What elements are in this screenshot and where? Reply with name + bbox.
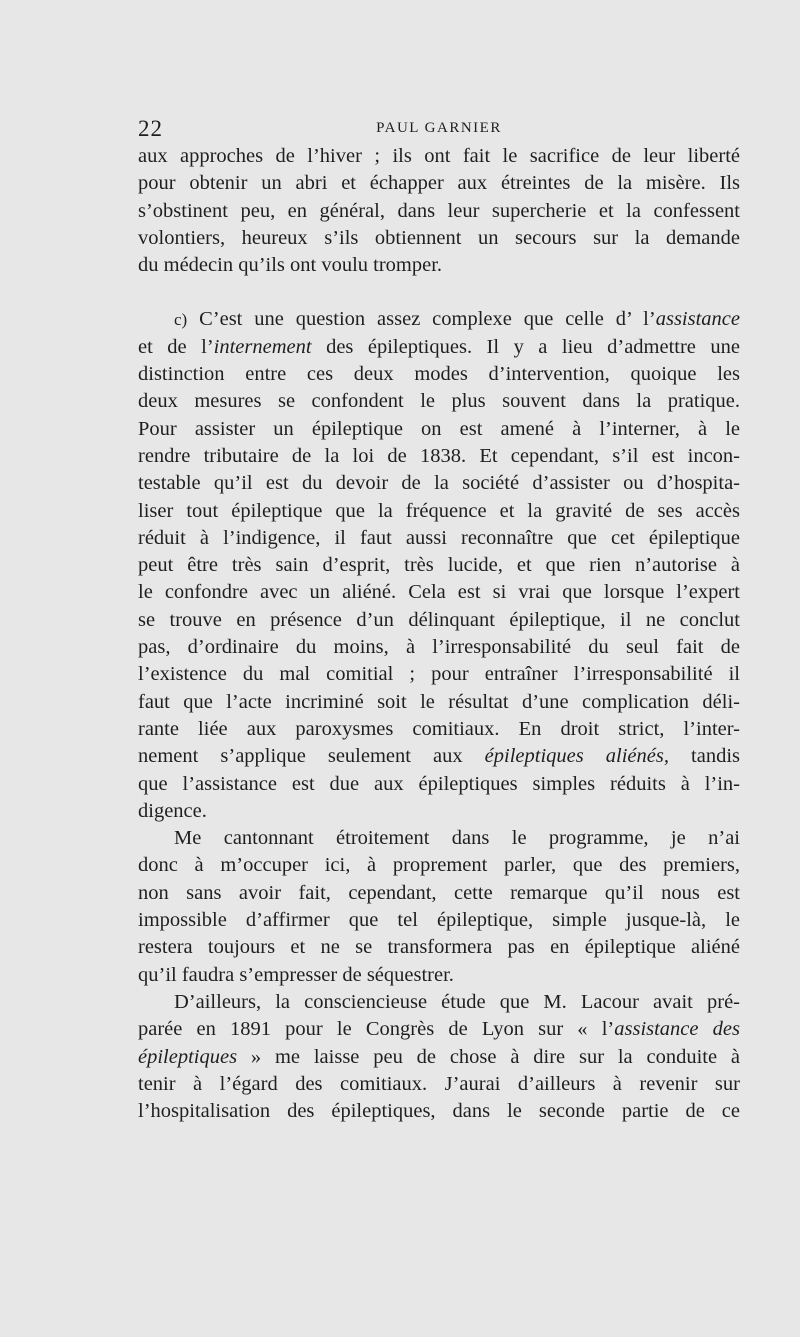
text-line: Me cantonnant étroitement dans le programme, je n’ai [174, 827, 740, 850]
text-line: nement s’applique seulement aux épileptiques aliénés, tandis [138, 745, 741, 768]
text-line: restera toujours et ne se transformera pas en épileptique aliéné [138, 936, 740, 959]
text-line: deux mesures se confondent le plus souvent dans la pratique. [138, 390, 740, 413]
text-line: du médecin qu’ils ont voulu tromper. [138, 254, 443, 277]
text-line: digence. [138, 799, 207, 822]
text-line: D’ailleurs, la consciencieuse étude que M. Lacour avait pré- [174, 990, 740, 1013]
text-line: c) C’est une question assez complexe que celle d’ l’assistance [174, 308, 740, 331]
text-line: épileptiques » me laisse peu de chose à dire sur la conduite à [138, 1045, 740, 1068]
text-line: pas, d’ordinaire du moins, à l’irresponsabilité du seul fait de [138, 636, 740, 659]
text-line: faut que l’acte incriminé soit le résultat d’une complication déli- [138, 690, 740, 713]
text-line: tenir à l’égard des comitiaux. J’aurai d’ailleurs à revenir sur [138, 1072, 740, 1095]
text-line: impossible d’affirmer que tel épileptique, simple jusque-là, le [138, 909, 740, 932]
running-title: PAUL GARNIER [376, 120, 502, 136]
text-line: non sans avoir fait, cependant, cette remarque qu’il nous est [138, 881, 740, 904]
body-text [138, 143, 740, 1125]
page-number: 22 [138, 116, 163, 141]
text-line: le confondre avec un aliéné. Cela est si vrai que lorsque l’expert [138, 581, 740, 604]
text-line: s’obstinent peu, en général, dans leur supercherie et la confessent [138, 199, 740, 222]
text-line: distinction entre ces deux modes d’intervention, quoique les [138, 363, 740, 386]
paragraph-gap [138, 279, 740, 306]
text-line: liser tout épileptique que la fréquence et la gravité de ses accès [138, 499, 740, 522]
text-line: rendre tributaire de la loi de 1838. Et cependant, s’il est incon- [138, 444, 740, 467]
text-line: réduit à l’indigence, il faut aussi reconnaître que cet épileptique [138, 526, 740, 549]
text-line: testable qu’il est du devoir de la société d’assister ou d’hospita- [138, 472, 740, 495]
text-line: volontiers, heureux s’ils obtiennent un secours sur la demande [138, 226, 740, 249]
text-line: et de l’internement des épileptiques. Il y a lieu d’admettre une [138, 335, 740, 358]
text-line: rante liée aux paroxysmes comitiaux. En droit strict, l’inter- [138, 717, 740, 740]
section-letter: c) [174, 310, 188, 330]
text-line: qu’il faudra s’empresser de séquestrer. [138, 963, 454, 986]
text-line: donc à m’occuper ici, à proprement parler, que des premiers, [138, 854, 740, 877]
running-head [138, 116, 740, 140]
text-line: l’existence du mal comitial ; pour entraîner l’irresponsabilité il [138, 663, 740, 686]
text-line: parée en 1891 pour le Congrès de Lyon sur « l’assistance des [138, 1018, 740, 1041]
text-line: que l’assistance est due aux épileptiques simples réduits à l’in- [138, 772, 740, 795]
text-line: peut être très sain d’esprit, très lucide, et que rien n’autorise à [138, 554, 740, 577]
text-line: se trouve en présence d’un délinquant épileptique, il ne conclut [138, 608, 740, 631]
text-line: l’hospitalisation des épileptiques, dans le seconde partie de ce [138, 1100, 740, 1123]
text-line: aux approches de l’hiver ; ils ont fait le sacrifice de leur liberté [138, 145, 740, 167]
text-line: pour obtenir un abri et échapper aux étreintes de la misère. Ils [138, 172, 740, 195]
text-line: Pour assister un épileptique on est amené à l’interner, à le [138, 417, 740, 440]
